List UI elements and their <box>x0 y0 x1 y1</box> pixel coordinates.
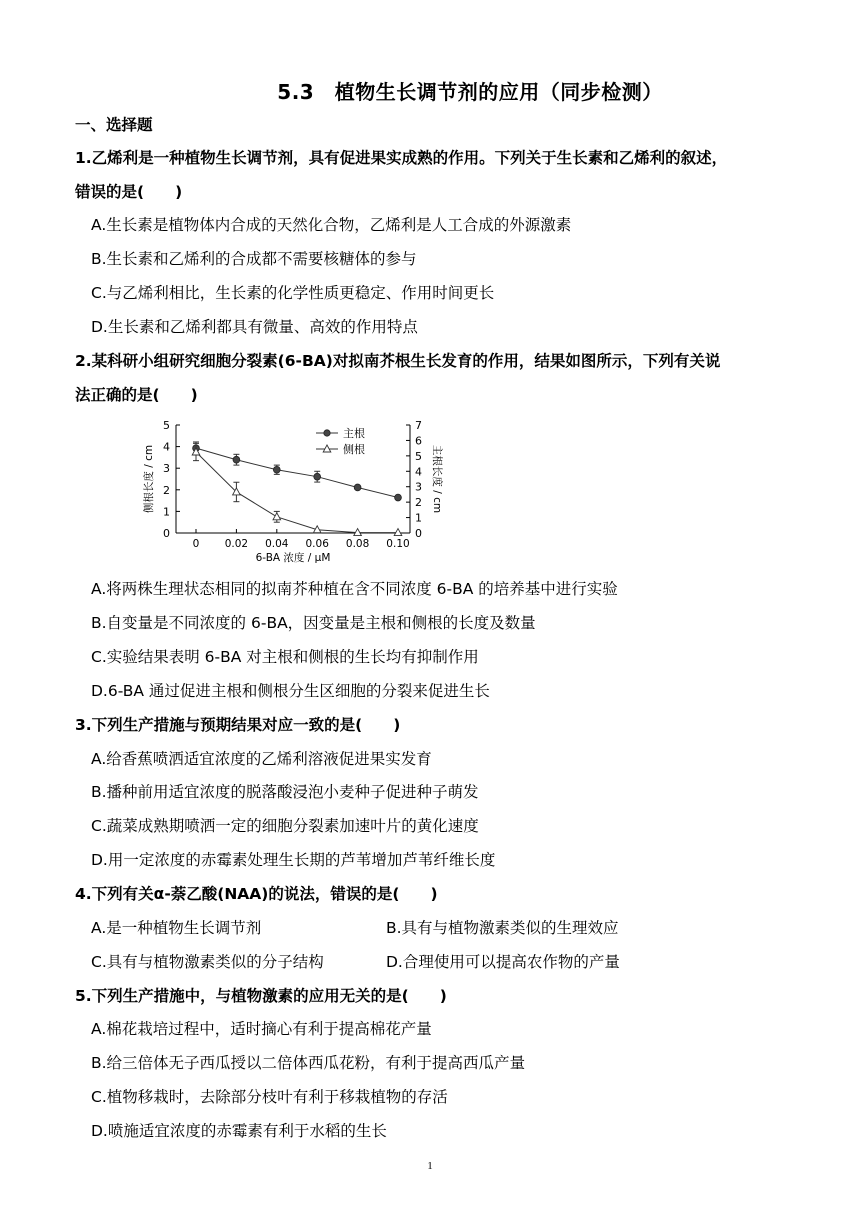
data-point-main-root <box>273 466 280 473</box>
data-point-main-root <box>354 484 361 491</box>
series-line-0 <box>196 448 398 497</box>
question-5-stem: 5.下列生产措施中，与植物激素的应用无关的是( ) <box>75 987 447 1005</box>
question-2-option-c: C.实验结果表明 6-BA 对主根和侧根的生长均有抑制作用 <box>91 648 479 666</box>
question-2-stem-line-2: 法正确的是( ) <box>75 386 198 404</box>
y-left-tick-label: 2 <box>163 483 170 497</box>
y-right-tick-label: 0 <box>415 527 422 540</box>
data-point-main-root <box>233 456 240 463</box>
question-3-option-c: C.蔬菜成熟期喷洒一定的细胞分裂素加速叶片的黄化速度 <box>91 817 479 835</box>
question-4-option-d: D.合理使用可以提高农作物的产量 <box>386 953 620 971</box>
question-4-option-a: A.是一种植物生长调节剂 <box>91 919 262 937</box>
data-point-lateral-root <box>273 513 281 520</box>
y-right-tick-label: 6 <box>415 434 422 448</box>
question-5-option-d: D.喷施适宜浓度的赤霉素有利于水稻的生长 <box>91 1122 387 1140</box>
question-3-option-b: B.播种前用适宜浓度的脱落酸浸泡小麦种子促进种子萌发 <box>91 783 479 801</box>
page-number: 1 <box>427 1160 433 1172</box>
y-left-tick-label: 0 <box>163 527 170 540</box>
question-1-option-b: B.生长素和乙烯利的合成都不需要核糖体的参与 <box>91 250 417 268</box>
question-1-stem-line-2: 错误的是( ) <box>75 183 183 201</box>
y-right-tick-label: 7 <box>415 419 422 432</box>
y-right-tick-label: 1 <box>415 511 422 525</box>
y-right-tick-label: 4 <box>415 465 422 479</box>
question-1-option-a: A.生长素是植物体内合成的天然化合物，乙烯利是人工合成的外源激素 <box>91 216 572 234</box>
y-right-tick-label: 3 <box>415 480 422 494</box>
legend-label: 侧根 <box>343 443 365 456</box>
legend-marker <box>324 430 330 436</box>
question-5-option-b: B.给三倍体无子西瓜授以二倍体西瓜花粉，有利于提高西瓜产量 <box>91 1054 526 1072</box>
question-2-stem-line-1: 2.某科研小组研究细胞分裂素(6-BA)对拟南芥根生长发育的作用，结果如图所示，下列有关说 <box>75 352 721 370</box>
question-3-option-a: A.给香蕉喷洒适宜浓度的乙烯利溶液促进果实发育 <box>91 750 432 768</box>
x-tick-label: 0.02 <box>224 538 249 550</box>
data-point-lateral-root <box>394 529 402 536</box>
question-4-stem: 4.下列有关α-萘乙酸(NAA)的说法，错误的是( ) <box>75 885 438 903</box>
y-left-tick-label: 1 <box>163 505 170 519</box>
question-4-option-c: C.具有与植物激素类似的分子结构 <box>91 953 324 971</box>
question-4-option-b: B.具有与植物激素类似的生理效应 <box>386 919 619 937</box>
y-axis-left-label: 侧根长度 / cm <box>143 444 155 514</box>
page-title: 5.3 植物生长调节剂的应用（同步检测） <box>277 80 663 104</box>
data-point-main-root <box>314 473 321 480</box>
legend-label: 主根 <box>343 427 365 440</box>
section-heading: 一、选择题 <box>75 116 153 134</box>
y-axis-right-label: 主根长度 / cm <box>431 444 443 514</box>
question-1-option-c: C.与乙烯利相比，生长素的化学性质更稳定、作用时间更长 <box>91 284 495 302</box>
x-tick-label: 0.08 <box>345 538 370 550</box>
root-length-chart <box>138 415 458 570</box>
y-left-tick-label: 3 <box>163 462 170 476</box>
data-point-main-root <box>395 494 402 501</box>
y-left-tick-label: 5 <box>163 419 170 432</box>
question-5-option-c: C.植物移栽时，去除部分枝叶有利于移栽植物的存活 <box>91 1088 448 1106</box>
question-2-option-d: D.6-BA 通过促进主根和侧根分生区细胞的分裂来促进生长 <box>91 682 490 700</box>
question-2-option-b: B.自变量是不同浓度的 6-BA，因变量是主根和侧根的长度及数量 <box>91 614 536 632</box>
y-right-tick-label: 2 <box>415 496 422 510</box>
question-1-stem-line-1: 1.乙烯利是一种植物生长调节剂，具有促进果实成熟的作用。下列关于生长素和乙烯利的叙述， <box>75 149 728 167</box>
y-right-tick-label: 5 <box>415 449 422 463</box>
question-3-stem: 3.下列生产措施与预期结果对应一致的是( ) <box>75 716 401 734</box>
x-tick-label: 0.10 <box>386 538 410 550</box>
x-tick-label: 0.04 <box>265 538 289 550</box>
x-axis-label: 6-BA 浓度 / μM <box>255 552 331 564</box>
question-5-option-a: A.棉花栽培过程中，适时摘心有利于提高棉花产量 <box>91 1020 432 1038</box>
x-tick-label: 0.06 <box>305 538 329 550</box>
y-left-tick-label: 4 <box>163 440 170 454</box>
x-tick-label: 0 <box>192 538 200 550</box>
question-1-option-d: D.生长素和乙烯利都具有微量、高效的作用特点 <box>91 318 418 336</box>
series-line-1 <box>196 452 398 533</box>
question-2-option-a: A.将两株生理状态相同的拟南芥种植在含不同浓度 6-BA 的培养基中进行实验 <box>91 580 618 598</box>
question-3-option-d: D.用一定浓度的赤霉素处理生长期的芦苇增加芦苇纤维长度 <box>91 851 496 869</box>
